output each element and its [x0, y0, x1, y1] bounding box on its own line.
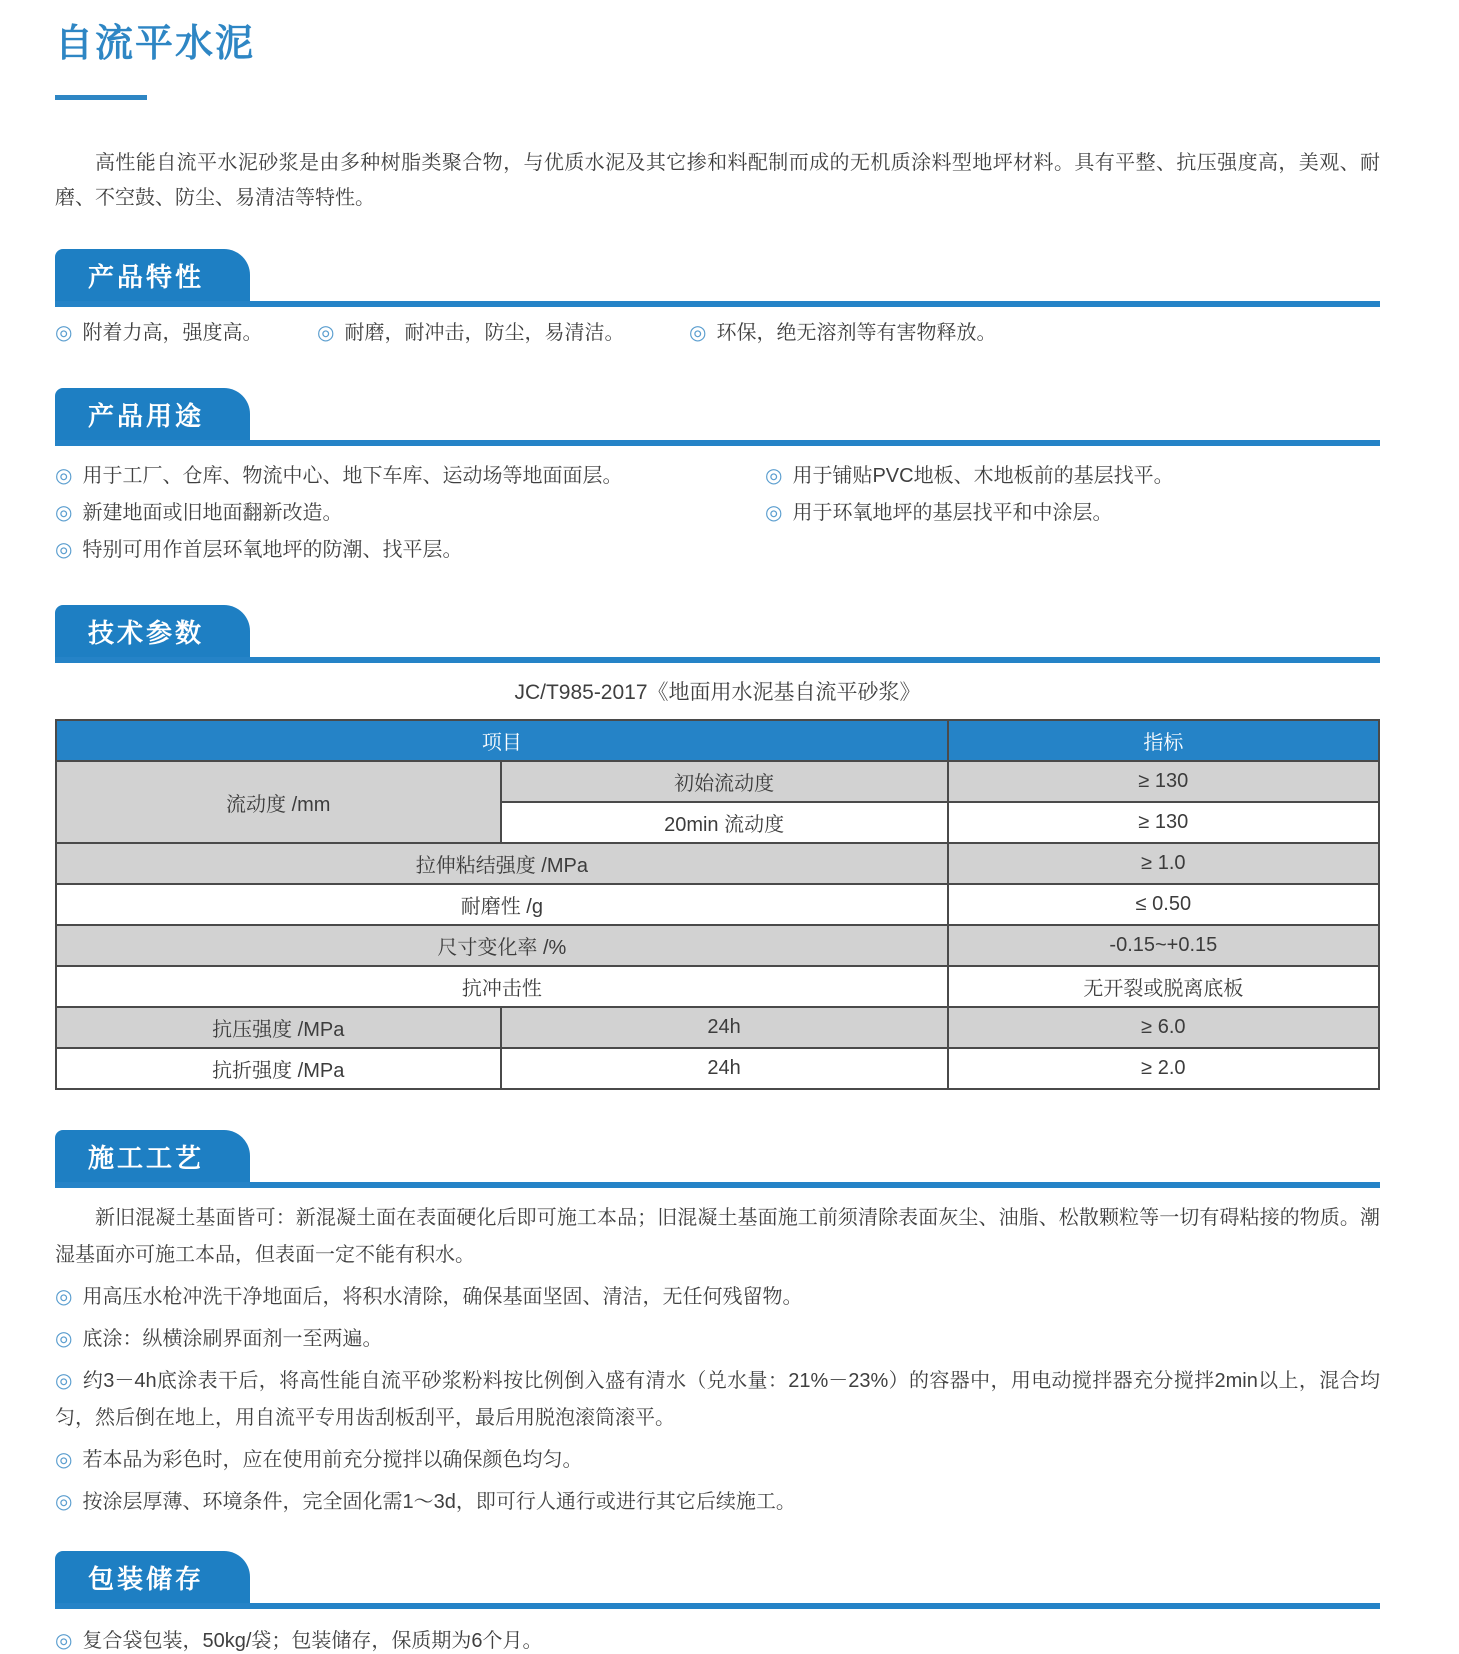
bullseye-bullet-icon: ◎: [55, 502, 73, 524]
list-item-text: 耐磨，耐冲击，防尘，易清洁。: [344, 322, 625, 344]
list-item: [765, 463, 1380, 489]
process-intro-paragraph: 新旧混凝土基面皆可：新混凝土面在表面硬化后即可施工本品；旧混凝土基面施工前须清除表面灰尘、油脂、松散颗粒等一切有碍粘接的物质。潮湿基面亦可施工本品，但表面一定不能有积水。: [55, 1207, 1380, 1266]
list-item: [317, 320, 689, 346]
process-list: [55, 1279, 1380, 1521]
table-cell: 尺寸变化率 /%: [56, 925, 948, 966]
column-header-index: 指标: [948, 720, 1379, 761]
uses-right-column: [765, 463, 1380, 574]
list-item-text: 用于工厂、仓库、物流中心、地下车库、运动场等地面面层。: [82, 465, 623, 487]
list-item: [55, 1321, 1380, 1358]
bullseye-bullet-icon: ◎: [55, 1630, 73, 1652]
features-list: [55, 320, 1380, 346]
list-item-text: 按涂层厚薄、环境条件，完全固化需1～3d，即可行人通行或进行其它后续施工。: [82, 1491, 796, 1513]
section-header-features: [55, 249, 1380, 307]
section-badge-features: 产品特性: [55, 249, 250, 301]
list-item: [55, 537, 765, 563]
table-cell: -0.15~+0.15: [948, 925, 1379, 966]
list-item: [55, 1442, 1380, 1479]
table-cell: ≥ 1.0: [948, 843, 1379, 884]
section-badge-packaging: 包装储存: [55, 1551, 250, 1603]
spec-table: [55, 719, 1380, 1090]
bullseye-bullet-icon: ◎: [765, 502, 783, 524]
title-underline: [55, 95, 147, 100]
list-item: [689, 320, 1380, 346]
table-row: [56, 884, 1379, 925]
table-cell: 抗折强度 /MPa: [56, 1048, 501, 1089]
list-item-text: 用于环氧地坪的基层找平和中涂层。: [792, 502, 1113, 524]
section-badge-specs: 技术参数: [55, 605, 250, 657]
column-header-item: 项目: [56, 720, 948, 761]
table-row: [56, 1048, 1379, 1089]
bullseye-bullet-icon: ◎: [689, 322, 707, 344]
section-rule: [55, 440, 1380, 446]
page-title: 自流平水泥: [55, 23, 256, 65]
list-item-text: 用高压水枪冲洗干净地面后，将积水清除，确保基面坚固、清洁，无任何残留物。: [82, 1286, 803, 1308]
section-badge-uses: 产品用途: [55, 388, 250, 440]
table-cell: 抗压强度 /MPa: [56, 1007, 501, 1048]
section-header-uses: [55, 388, 1380, 446]
section-header-specs: [55, 605, 1380, 663]
list-item-text: 复合袋包装，50kg/袋；包装储存，保质期为6个月。: [82, 1630, 543, 1652]
table-cell: 抗冲击性: [56, 966, 948, 1007]
bullseye-bullet-icon: ◎: [55, 1449, 73, 1471]
uses-list: [55, 463, 1380, 574]
section-badge-process: 施工工艺: [55, 1130, 250, 1182]
bullseye-bullet-icon: ◎: [55, 1370, 73, 1392]
list-item-text: 约3－4h底涂表干后，将高性能自流平砂浆粉料按比例倒入盛有清水（兑水量：21%－23%）的容器中，用电动搅拌器充分搅拌2min以上，混合均匀，然后倒在地上，用自流平专用齿刮板刮平，最后用脱泡滚筒滚平。: [55, 1370, 1381, 1429]
list-item: [55, 1279, 1380, 1316]
table-cell: ≥ 2.0: [948, 1048, 1379, 1089]
table-cell: 拉伸粘结强度 /MPa: [56, 843, 948, 884]
intro-paragraph: 高性能自流平水泥砂浆是由多种树脂类聚合物，与优质水泥及其它掺和料配制而成的无机质涂料型地坪材料。具有平整、抗压强度高，美观、耐磨、不空鼓、防尘、易清洁等特性。: [55, 152, 1380, 209]
list-item: [55, 1484, 1380, 1521]
table-row: [56, 843, 1379, 884]
table-cell: ≥ 130: [948, 761, 1379, 802]
table-cell: ≥ 130: [948, 802, 1379, 843]
bullseye-bullet-icon: ◎: [55, 1328, 73, 1350]
bullseye-bullet-icon: ◎: [55, 1491, 73, 1513]
list-item-text: 新建地面或旧地面翻新改造。: [82, 502, 343, 524]
section-header-packaging: [55, 1551, 1380, 1609]
bullseye-bullet-icon: ◎: [55, 1286, 73, 1308]
bullseye-bullet-icon: ◎: [317, 322, 335, 344]
list-item-text: 底涂：纵横涂刷界面剂一至两遍。: [82, 1328, 383, 1350]
list-item-text: 特别可用作首层环氧地坪的防潮、找平层。: [82, 539, 463, 561]
table-row: [56, 966, 1379, 1007]
bullseye-bullet-icon: ◎: [55, 465, 73, 487]
list-item-text: 环保，绝无溶剂等有害物释放。: [716, 322, 997, 344]
list-item: [55, 1363, 1380, 1437]
section-rule: [55, 1182, 1380, 1188]
list-item-text: 用于铺贴PVC地板、木地板前的基层找平。: [792, 465, 1174, 487]
section-rule: [55, 1603, 1380, 1609]
table-cell: 耐磨性 /g: [56, 884, 948, 925]
table-cell: 无开裂或脱离底板: [948, 966, 1379, 1007]
table-row: [56, 925, 1379, 966]
table-row: [56, 761, 1379, 802]
table-header-row: [56, 720, 1379, 761]
list-item-text: 若本品为彩色时，应在使用前充分搅拌以确保颜色均匀。: [82, 1449, 583, 1471]
list-item-text: 附着力高，强度高。: [82, 322, 263, 344]
table-cell: 初始流动度: [501, 761, 948, 802]
table-cell: 流动度 /mm: [56, 761, 501, 843]
section-rule: [55, 301, 1380, 307]
bullseye-bullet-icon: ◎: [55, 322, 73, 344]
section-header-process: [55, 1130, 1380, 1188]
table-row: [56, 1007, 1379, 1048]
bullseye-bullet-icon: ◎: [55, 539, 73, 561]
list-item: [55, 463, 765, 489]
table-cell: 24h: [501, 1007, 948, 1048]
standard-reference: JC/T985-2017《地面用水泥基自流平砂浆》: [514, 681, 921, 704]
table-cell: 20min 流动度: [501, 802, 948, 843]
list-item: [55, 1628, 1380, 1654]
table-cell: ≤ 0.50: [948, 884, 1379, 925]
section-rule: [55, 657, 1380, 663]
table-cell: ≥ 6.0: [948, 1007, 1379, 1048]
table-cell: 24h: [501, 1048, 948, 1089]
list-item: [765, 500, 1380, 526]
list-item: [55, 320, 317, 346]
bullseye-bullet-icon: ◎: [765, 465, 783, 487]
list-item: [55, 500, 765, 526]
uses-left-column: [55, 463, 765, 574]
